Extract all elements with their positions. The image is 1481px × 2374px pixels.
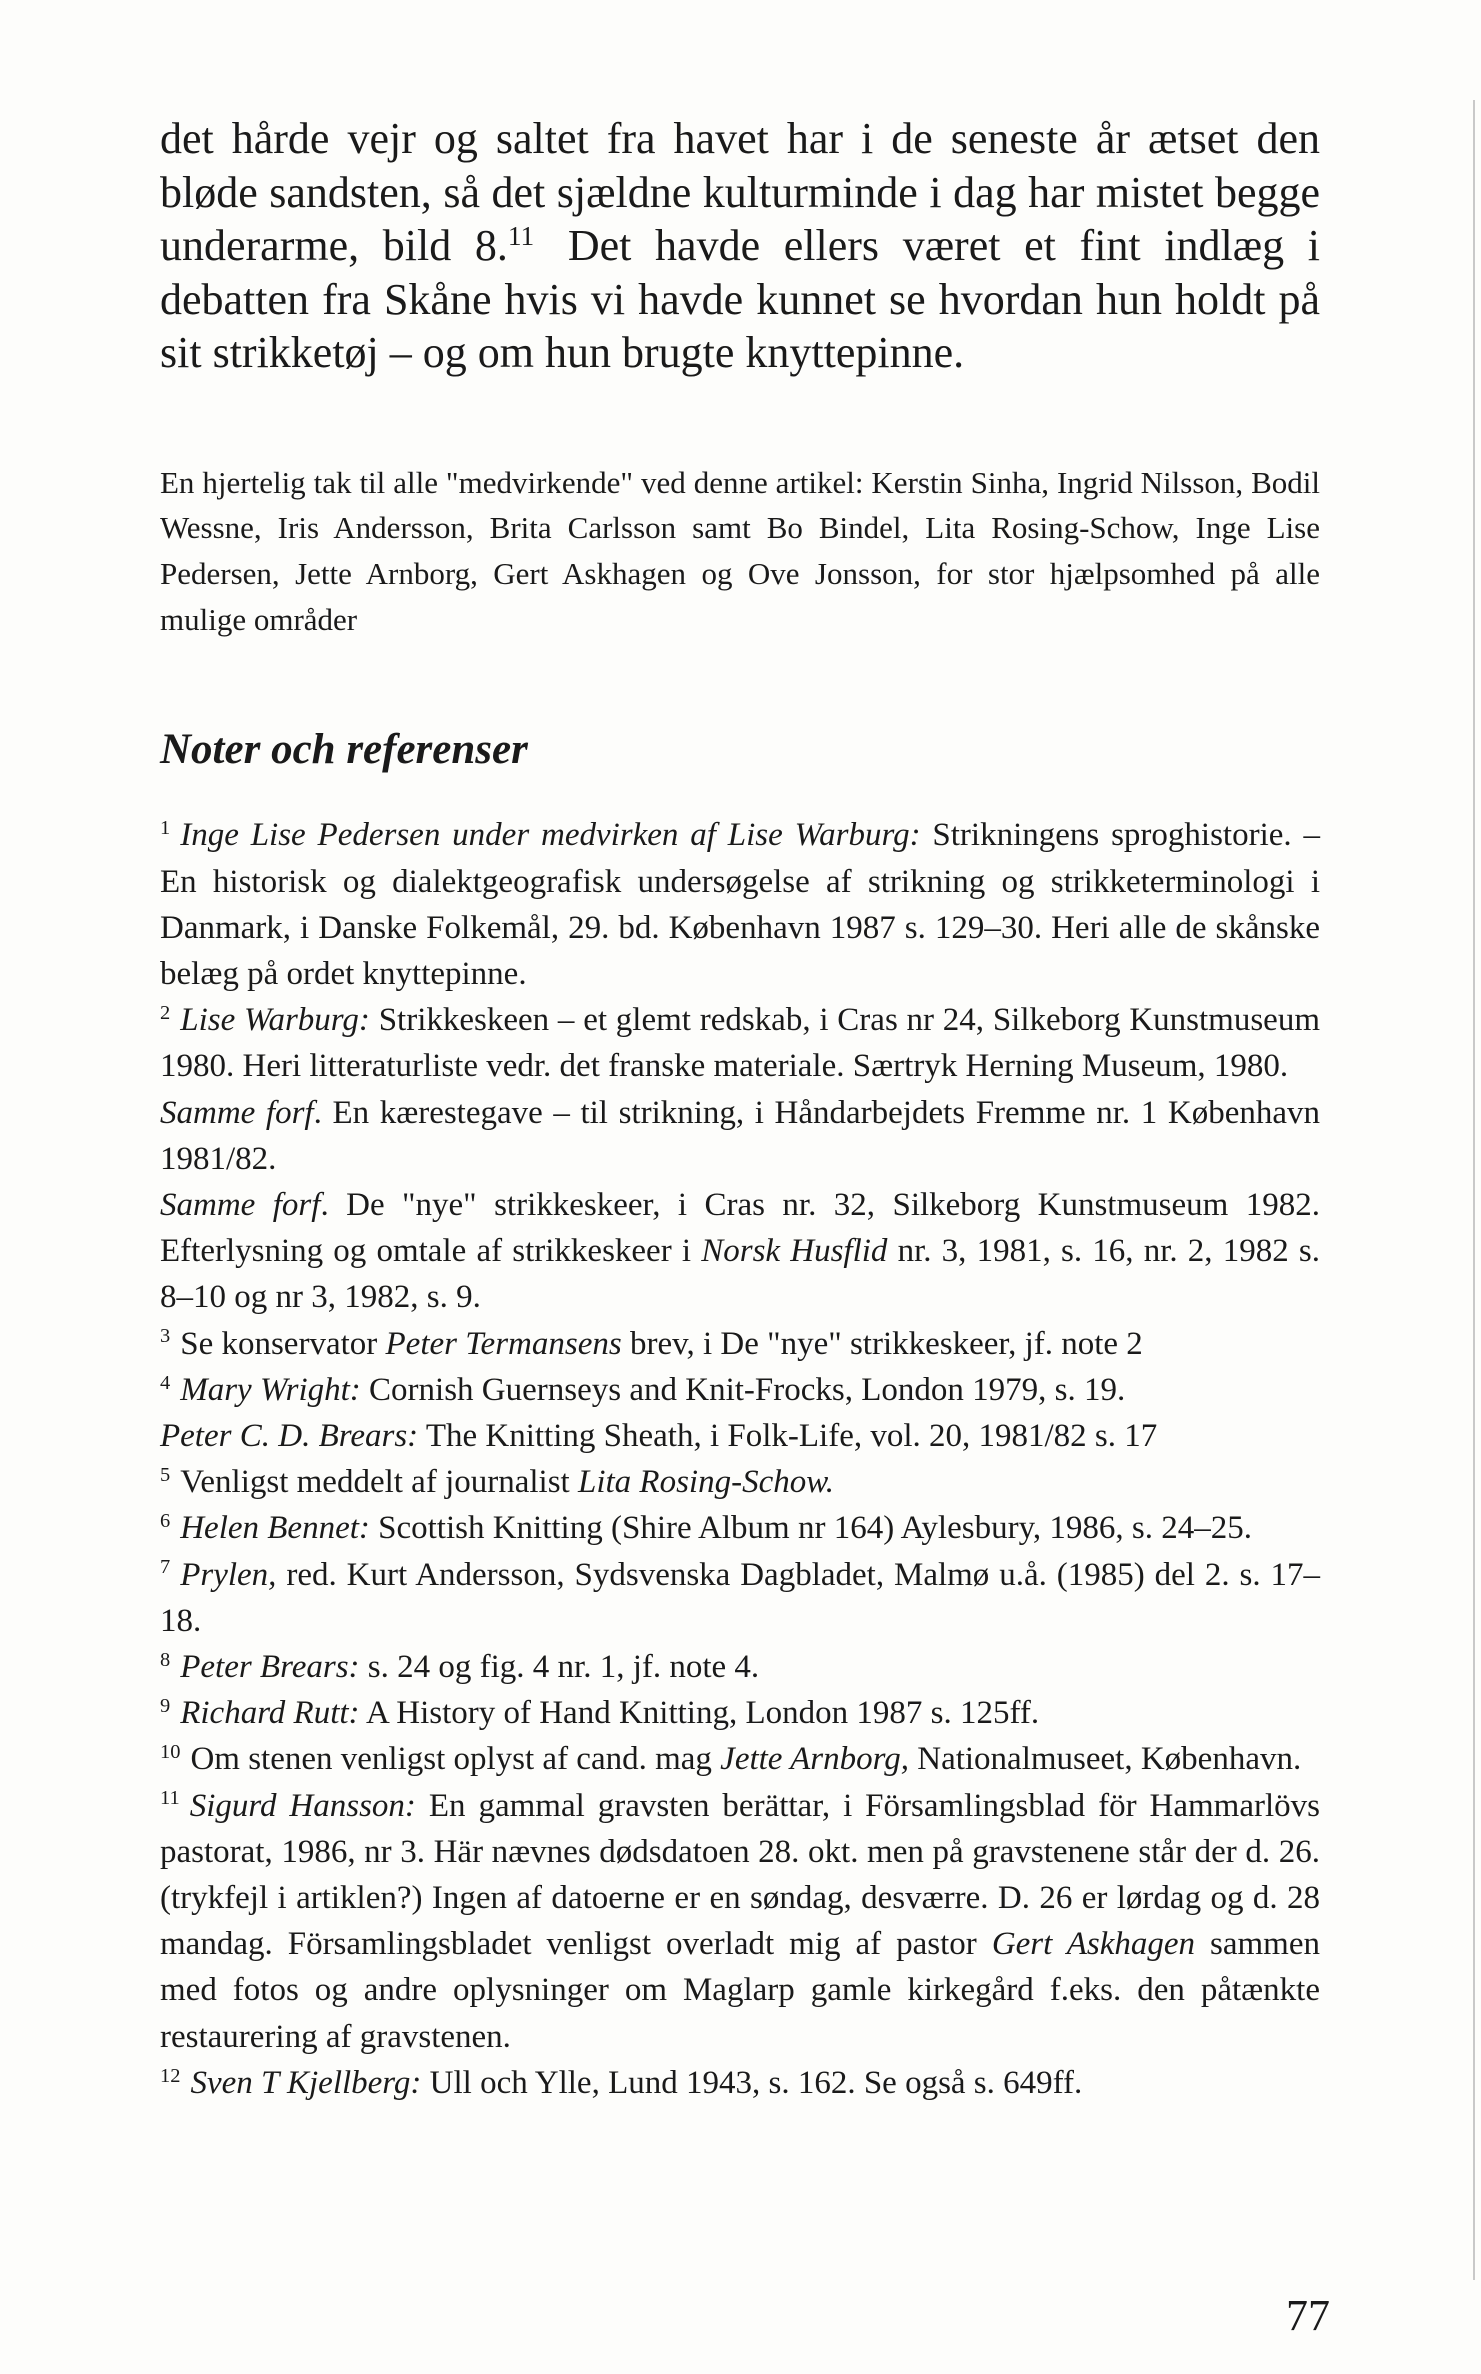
note-number: 3	[160, 1325, 171, 1348]
note-8	[160, 1644, 1320, 1690]
body-paragraph	[160, 112, 1320, 380]
footnote-ref-11: 11	[507, 221, 535, 251]
note-author: Peter Brears:	[180, 1648, 360, 1685]
note-1	[160, 812, 1320, 997]
note-author: Peter Termansens	[385, 1325, 622, 1362]
note-author: Lise Warburg:	[180, 1002, 370, 1039]
note-text: nr. 3, 1981, s. 16, nr. 2, 1982 s. 8–10 og nr 3, 1982, s. 9.	[160, 1233, 1320, 1316]
note-text: Peter C.	[160, 1417, 279, 1454]
note-10	[160, 1736, 1320, 1782]
note-text: Venligst meddelt af journalist	[180, 1464, 578, 1501]
note-4b	[160, 1413, 1320, 1459]
note-author: Gert Askhagen	[991, 1926, 1196, 1963]
page-edge-line	[1473, 100, 1475, 2280]
note-number: 12	[160, 2064, 181, 2087]
note-text: Se konservator	[180, 1325, 386, 1362]
note-6	[160, 1505, 1320, 1551]
acknowledgement: En hjertelig tak til alle "medvirkende" ved denne artikel: Kerstin Sinha, Ingrid Nilsson, Bodil Wessne, Iris Andersson, Brita Carlsson samt Bo Bindel, Lita Rosing-Schow, Inge Lise Pedersen, Jette Arnborg, Gert Askhagen og Ove Jonsson, for stor hjælpsomhed på alle mulige områder	[160, 464, 1320, 637]
note-work: Norsk Husflid	[701, 1233, 888, 1270]
note-7	[160, 1552, 1320, 1644]
note-number: 4	[160, 1371, 171, 1394]
note-author: D. Brears:	[278, 1417, 419, 1454]
note-author: Samme forf	[160, 1094, 314, 1131]
note-author: Richard Rutt:	[180, 1695, 360, 1732]
note-number: 10	[160, 1741, 181, 1764]
note-text: En gammal gravsten berättar, i Församlingsblad för Hammarlövs pastorat, 1986, nr 3. Här nævnes dødsdatoen 28. okt. men på gravstenene står der d. 26. (trykfejl i artiklen?) Ingen af datoerne er en søndag, desværre. D. 26 er lørdag og d. 28 mandag. Församlingsbladet venligst overladt mig af pastor	[160, 1787, 1320, 1963]
note-author: Prylen,	[180, 1556, 277, 1593]
note-text: Ull och Ylle, Lund 1943, s. 162. Se også s. 649ff.	[421, 2064, 1083, 2101]
note-number: 11	[160, 1787, 180, 1810]
note-2	[160, 997, 1320, 1089]
note-text: sammen med fotos og andre oplysninger om Maglarp gamle kirkegård f.eks. den påtænkte restaurering af gravstenen.	[160, 1926, 1320, 2055]
note-text: Strikningens sproghistorie. – En historisk og dialektgeografisk undersøgelse af strikning og strikketerminologi i Danmark, i Danske Folkemål, 29. bd. København 1987 s. 129–30. Heri alle de skånske belæg på ordet knyttepinne.	[160, 817, 1320, 992]
note-5	[160, 1459, 1320, 1505]
note-text: Cornish Guernseys and Knit-Frocks, London 1979, s. 19.	[360, 1371, 1126, 1408]
note-number: 9	[160, 1694, 171, 1717]
note-12	[160, 2060, 1320, 2106]
note-author: Lita Rosing-Schow.	[577, 1464, 835, 1501]
note-author: Jette Arnborg,	[720, 1741, 909, 1778]
note-text: The Knitting Sheath, i Folk-Life, vol. 20, 1981/82 s. 17	[418, 1417, 1158, 1454]
notes-heading: Noter och referenser	[160, 726, 528, 774]
note-2c	[160, 1182, 1320, 1321]
notes-list	[160, 812, 1320, 2106]
note-3	[160, 1321, 1320, 1367]
body-text-part2: Det havde ellers været et fint indlæg i debatten fra Skåne hvis vi havde kunnet se hvordan hun holdt på sit strikketøj – og om hun brugte knyttepinne.	[160, 221, 1320, 377]
note-text: brev, i De "nye" strikkeskeer, jf. note 2	[621, 1325, 1143, 1362]
note-11	[160, 1783, 1320, 2060]
note-number: 5	[160, 1463, 171, 1486]
note-4	[160, 1367, 1320, 1413]
note-author: Sven T Kjellberg:	[190, 2064, 422, 2101]
note-text: Nationalmuseet, København.	[908, 1741, 1302, 1778]
note-text: red. Kurt Andersson, Sydsvenska Dagbladet, Malmø u.å. (1985) del 2. s. 17–18.	[160, 1556, 1320, 1639]
note-text: Om stenen venligst oplyst af cand. mag	[190, 1741, 721, 1778]
note-number: 8	[160, 1648, 171, 1671]
note-author: Inge Lise Pedersen under medvirken af Lise Warburg:	[180, 817, 921, 854]
note-author: Mary Wright:	[180, 1371, 361, 1408]
note-author: Helen Bennet:	[180, 1510, 370, 1547]
note-number: 1	[160, 817, 171, 840]
note-author: Sigurd Hansson:	[189, 1787, 416, 1824]
note-text: Scottish Knitting (Shire Album nr 164) Aylesbury, 1986, s. 24–25.	[369, 1510, 1253, 1547]
note-text: A History of Hand Knitting, London 1987 s. 125ff.	[359, 1695, 1040, 1732]
page-content	[160, 112, 1320, 2106]
note-author: Samme forf	[160, 1186, 321, 1223]
note-text: s. 24 og fig. 4 nr. 1, jf. note 4.	[359, 1648, 760, 1685]
note-text: . En kærestegave – til strikning, i Håndarbejdets Fremme nr. 1 København 1981/82.	[160, 1094, 1320, 1177]
body-text-part1: det hårde vejr og saltet fra havet har i de seneste år ætset den bløde sandsten, så det sjældne kulturminde i dag har mistet begge underarme, bild 8.	[160, 114, 1320, 270]
note-number: 6	[160, 1510, 171, 1533]
note-2b	[160, 1090, 1320, 1182]
note-9	[160, 1690, 1320, 1736]
note-text: . De "nye" strikkeskeer, i Cras nr. 32, Silkeborg Kunstmuseum 1982. Efterlysning og omtale af strikkeskeer i	[160, 1186, 1320, 1270]
note-number: 7	[160, 1556, 171, 1579]
note-number: 2	[160, 1001, 171, 1024]
page-number: 77	[1286, 2291, 1330, 2340]
note-text: Strikkeskeen – et glemt redskab, i Cras nr 24, Silkeborg Kunstmuseum 1980. Heri litteraturliste vedr. det franske materiale. Særtryk Herning Museum, 1980.	[160, 1002, 1321, 1085]
